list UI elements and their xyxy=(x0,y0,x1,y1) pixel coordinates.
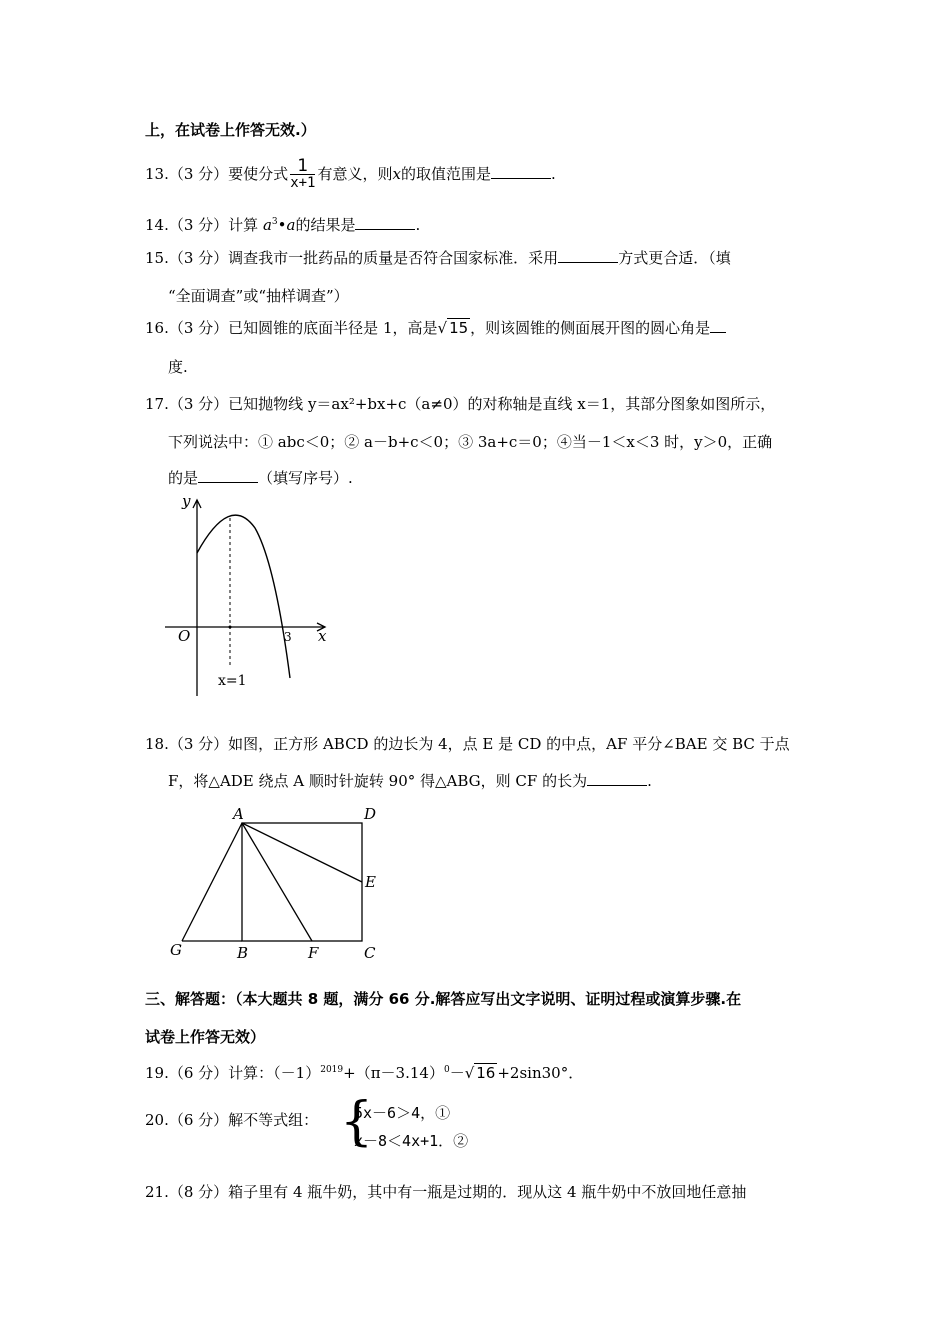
question-17-line2: 下列说法中：① abc＜0；② a－b+c＜0；③ 3a+c＝0；④当－1＜x＜3 时，y＞0，正确 xyxy=(168,433,773,451)
question-14: 14.（3 分）计算 $a^3•a$的结果是 . xyxy=(145,216,421,234)
label-f: F xyxy=(308,944,319,962)
square-figure xyxy=(160,800,390,965)
question-16-line2: 度. xyxy=(168,358,188,376)
sqrt-sign: √ xyxy=(464,1064,475,1082)
tick-point xyxy=(229,626,232,629)
answer-blank xyxy=(491,164,551,179)
question-15: 15.（3 分）调查我市一批药品的质量是否符合国家标准．采用 方式更合适．（填 xyxy=(145,249,731,267)
parabola-graph xyxy=(160,488,340,703)
label-b: B xyxy=(237,944,249,962)
answer-blank xyxy=(355,215,415,230)
label-e: E xyxy=(365,873,376,891)
section-3-heading: 三、解答题：（本大题共 8 题，满分 66 分.解答应写出文字说明、证明过程或演算步骤.在 xyxy=(145,990,742,1008)
answer-blank xyxy=(587,771,647,786)
answer-blank xyxy=(710,318,726,333)
question-13: 13.（3 分）要使分式 $\frac{1}{x+1}$ 有意义，则x的取值范围是 . xyxy=(145,156,556,191)
question-18-line2: F，将△ADE 绕点 A 顺时针旋转 90° 得△ABG，则 CF 的长为 . xyxy=(168,772,652,790)
x-label: x xyxy=(318,627,327,645)
question-18: 18.（3 分）如图，正方形 ABCD 的边长为 4，点 E 是 CD 的中点，AF 平分∠BAE 交 BC 于点 xyxy=(145,735,790,753)
question-21: 21.（8 分）箱子里有 4 瓶牛奶，其中有一瓶是过期的．现从这 4 瓶牛奶中不放回地任意抽 xyxy=(145,1183,747,1201)
header-line: 上，在试卷上作答无效.） xyxy=(145,121,316,139)
question-19: 19.（6 分）计算：$(-1)^{2019}+(\pi-3.14)^0-√$ 16 +2sin30°． xyxy=(145,1064,584,1082)
question-17: 17.（3 分）已知抛物线 y＝ax²+bx+c（a≠0）的对称轴是直线 x＝1，其部分图象如图所示， xyxy=(145,395,776,413)
left-brace: { xyxy=(340,1092,374,1152)
y-label: y xyxy=(182,492,191,510)
answer-blank xyxy=(558,248,618,263)
question-15-line2: “全面调查”或“抽样调查”） xyxy=(168,287,349,305)
parabola-curve xyxy=(197,515,290,678)
axis-line-label: x=1 xyxy=(218,673,247,689)
inequality-2: x－8＜4x+1．② xyxy=(354,1132,469,1150)
tick-3-label: 3 xyxy=(284,630,292,644)
label-g: G xyxy=(170,941,182,959)
question-16: 16.（3 分）已知圆锥的底面半径是 1，高是√ 15 ，则该圆锥的侧面展开图的圆心角是 xyxy=(145,318,726,338)
label-c: C xyxy=(364,944,376,962)
answer-blank xyxy=(198,468,258,483)
label-d: D xyxy=(364,805,377,823)
label-a: A xyxy=(233,805,244,823)
sqrt-sign: √ xyxy=(437,319,448,337)
origin-label: O xyxy=(178,627,191,645)
question-17-line3: 的是 （填写序号）. xyxy=(168,469,353,487)
question-20: 20.（6 分）解不等式组： xyxy=(145,1111,319,1129)
section-3-heading-line2: 试卷上作答无效） xyxy=(145,1028,266,1046)
fraction: $\frac{1}{x+1}$ xyxy=(290,156,316,191)
inequality-1: 5x－6＞4，① xyxy=(354,1104,451,1122)
segment-ag xyxy=(182,823,242,941)
